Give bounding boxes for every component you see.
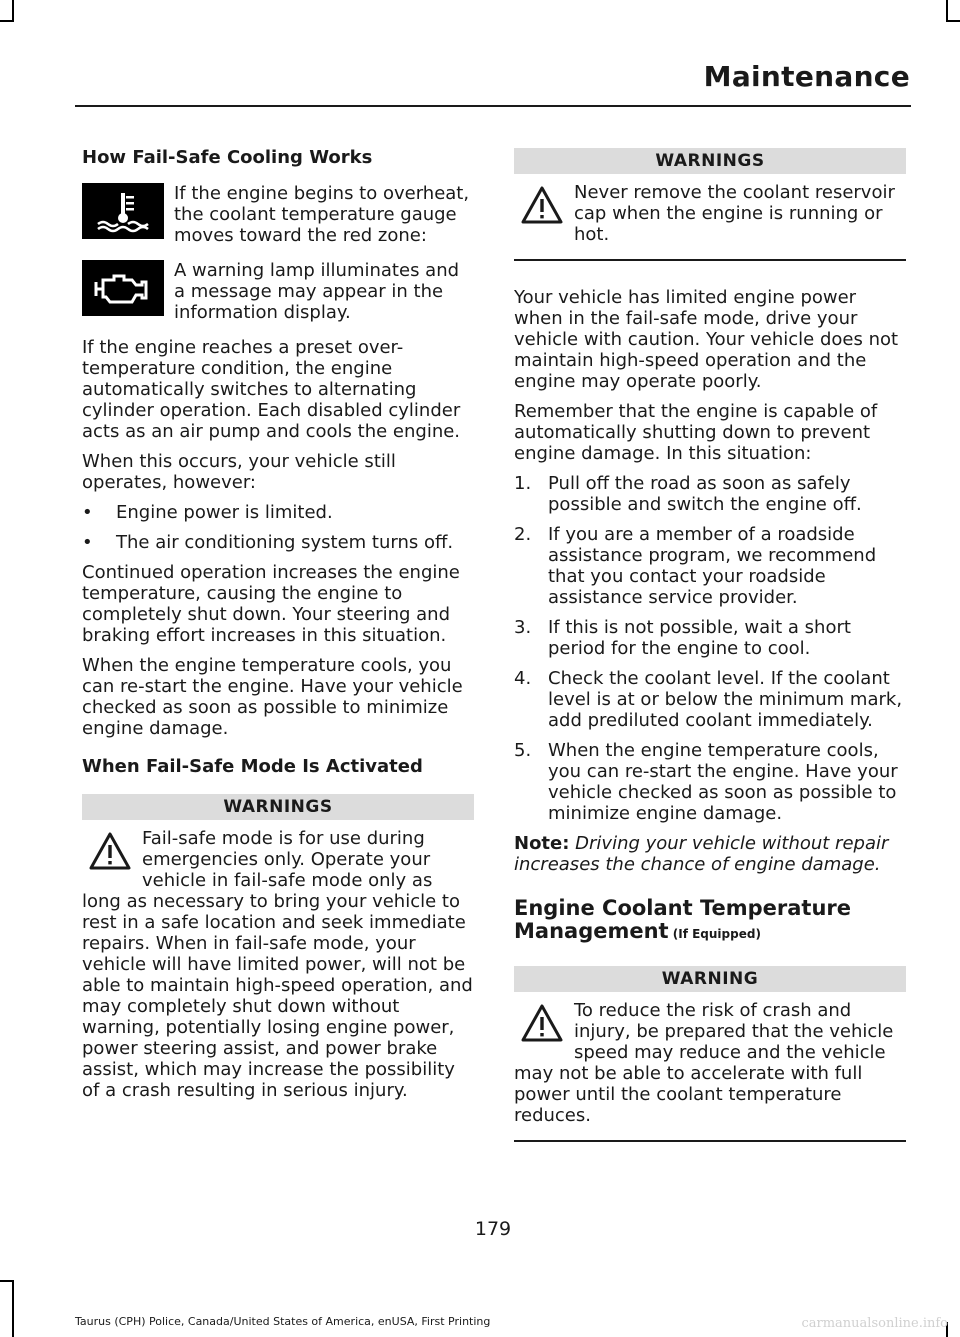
paragraph: When the engine temperature cools, you can re-start the engine. Have your vehicle checked as soon as possible to minimize engine damage. [82,655,463,739]
note-text: Driving your vehicle without repair increases the chance of engine damage. [514,833,889,875]
warning-text: To reduce the risk of crash and injury, be prepared that the vehicle speed may reduce and the vehicle may not be able to accelerate with full power until the coolant temperature reduces. [514,1000,894,1126]
warning-triangle-icon [520,184,564,226]
heading-text: Engine Coolant Temperature Management [514,896,852,943]
list-item [514,524,906,608]
warning-text: Fail-safe mode is for use during emergencies only. Operate your vehicle in fail-safe mode only as long as necessary to bring your vehicle to rest in a safe location and seek immediate repairs. When in fail-safe mode, your vehicle will have limited power, will not be able to maintain high-speed operation, and may completely shut down without warning, potentially losing engine power, power steering assist, and power brake assist, which may increase the possibility of a crash resulting in serious injury. [82,828,473,1101]
list-item [514,617,906,659]
warning-box [82,794,474,1115]
step-text: If you are a member of a roadside assistance program, we recommend that you contact your roadside assistance service provider. [548,524,877,608]
warning-triangle-icon [520,1002,564,1044]
heading-coolant-temperature-management [514,897,906,946]
crop-mark [946,0,948,22]
paragraph: When this occurs, your vehicle still operates, however: [82,451,396,493]
note-label: Note: [514,833,570,854]
coolant-gauge-text: If the engine begins to overheat, the coolant temperature gauge moves toward the red zone: [174,183,470,246]
warning-label: WARNINGS [82,794,474,820]
header-divider [75,105,911,107]
list-item [514,473,906,515]
step-number: 5. [514,740,532,761]
crop-mark [0,20,14,22]
warning-text: Never remove the coolant reservoir cap when the engine is running or hot. [574,182,895,245]
list-item [514,668,906,731]
icon-row-coolant [82,183,474,246]
step-number: 2. [514,524,532,545]
warning-triangle-icon [88,830,132,872]
step-text: If this is not possible, wait a short period for the engine to cool. [548,617,851,659]
bullet-mark: • [82,532,93,553]
step-number: 3. [514,617,532,638]
paragraph: Your vehicle has limited engine power when in the fail-safe mode, drive your vehicle with caution. Your vehicle does not maintain high-speed operation and the engine may operate poorly. [514,287,899,392]
right-column [514,146,906,1168]
crop-mark [12,1280,14,1337]
footer-text: Taurus (CPH) Police, Canada/United States of America, enUSA, First Printing [75,1315,491,1328]
watermark: carmanualsonline.info [801,1316,948,1331]
engine-warning-icon [82,260,164,316]
list-item-text: The air conditioning system turns off. [116,532,454,553]
step-text: When the engine temperature cools, you can re-start the engine. Have your vehicle checked as soon as possible to minimize engine damage. [548,740,898,824]
bullet-mark: • [82,502,93,523]
list-item [82,502,474,523]
paragraph: If the engine reaches a preset over-temperature condition, the engine automatically switches to alternating cylinder operation. Each disabled cylinder acts as an air pump and cools the engine. [82,337,461,442]
step-text: Check the coolant level. If the coolant level is at or below the minimum mark, add prediluted coolant immediately. [548,668,903,731]
crop-mark [12,0,14,22]
heading-fail-safe-mode-activated: When Fail-Safe Mode Is Activated [82,756,423,777]
step-number: 1. [514,473,532,494]
warning-label: WARNING [514,966,906,992]
paragraph: Remember that the engine is capable of automatically shutting down to prevent engine damage. In this situation: [514,401,878,464]
crop-mark [0,1280,14,1282]
paragraph: Continued operation increases the engine temperature, causing the engine to completely shut down. Your steering and braking effort increases in this situation. [82,562,460,646]
page-number: 179 [474,1218,512,1240]
list-item [514,740,906,824]
heading-fail-safe-cooling: How Fail-Safe Cooling Works [82,147,373,168]
warning-box [514,966,906,1142]
coolant-temperature-icon [82,183,164,239]
crop-mark [946,20,960,22]
note [514,833,906,875]
warning-lamp-text: A warning lamp illuminates and a message may appear in the information display. [174,260,460,323]
icon-row-engine [82,260,474,323]
step-number: 4. [514,668,532,689]
warning-box [514,148,906,261]
list-item [82,532,474,553]
page-section-title: Maintenance [703,60,910,93]
list-item-text: Engine power is limited. [116,502,333,523]
heading-suffix: (If Equipped) [668,927,761,941]
left-column [82,146,474,1141]
warning-label: WARNINGS [514,148,906,174]
step-text: Pull off the road as soon as safely possible and switch the engine off. [548,473,862,515]
